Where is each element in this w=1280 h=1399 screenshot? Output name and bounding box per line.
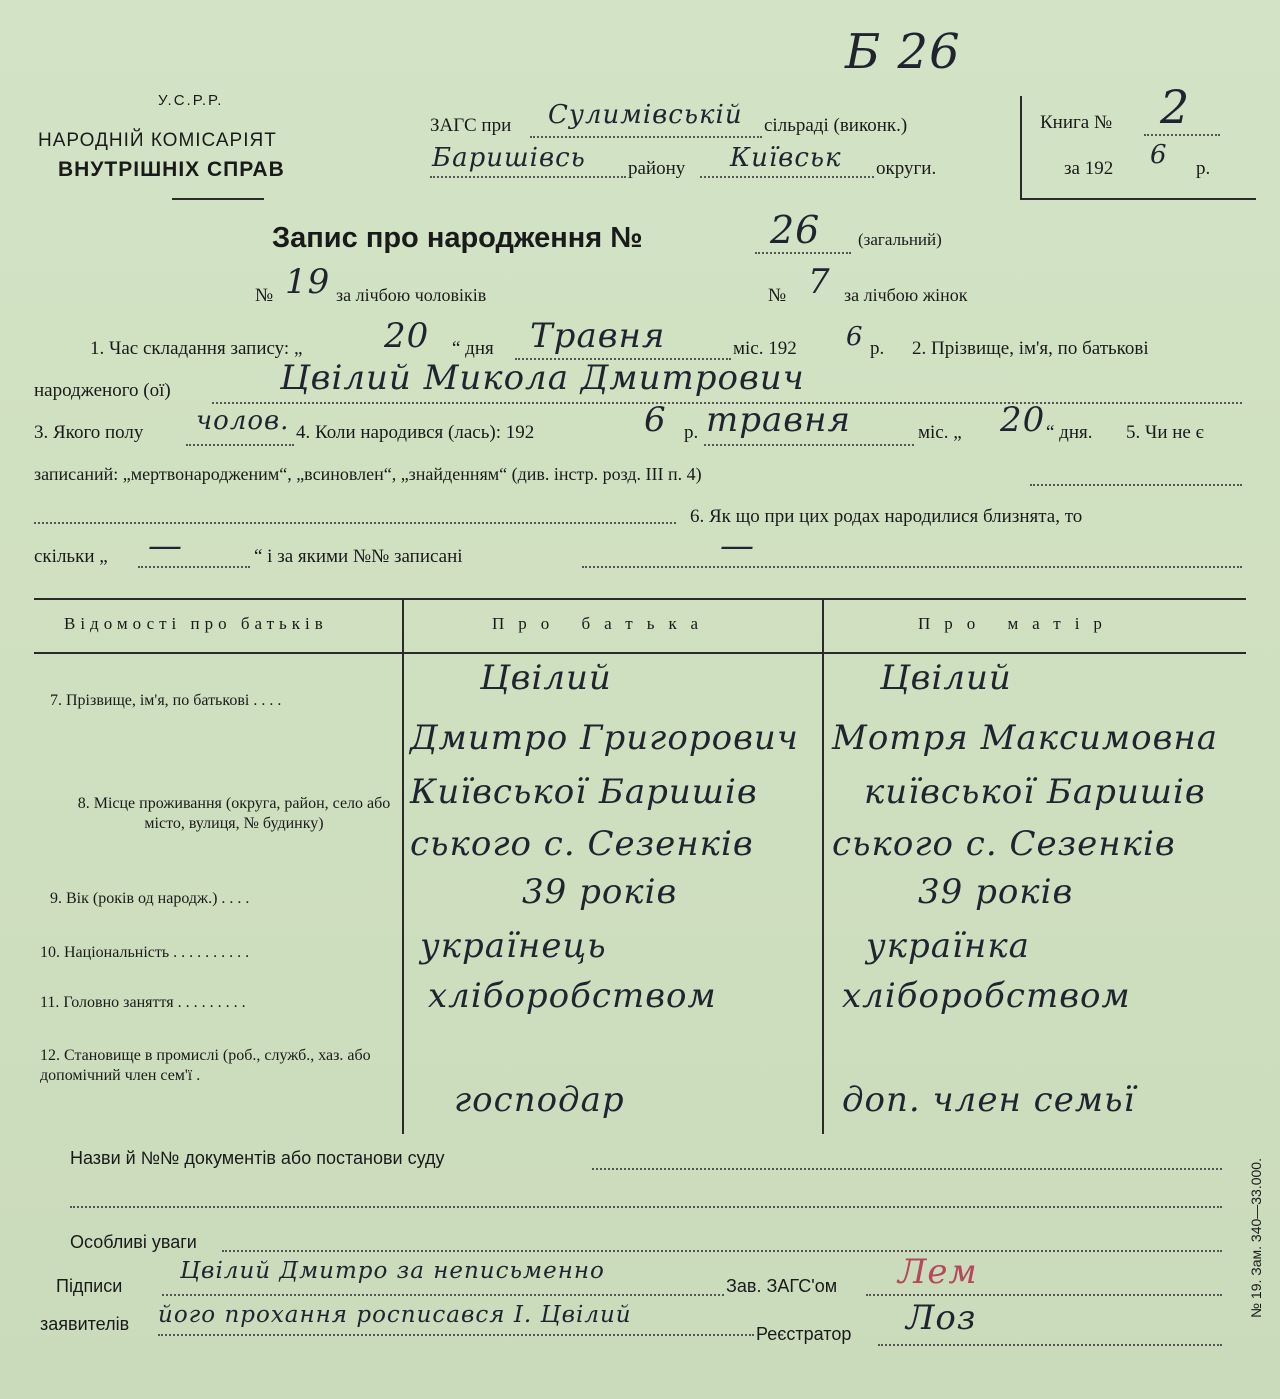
field1-year: 6 xyxy=(846,322,864,352)
row8-mother-1: київської Баришів xyxy=(864,772,1206,812)
field5-line2: записаний: „мертвонародженим“, „всиновлен“, „знайденням“ (див. інстр. розд. III п. 4) xyxy=(34,464,702,484)
twins-numbers: — xyxy=(720,526,755,566)
district-label: району xyxy=(628,158,686,179)
row10-mother: українка xyxy=(866,926,1030,966)
field1-month: Травня xyxy=(530,316,666,356)
row11-father: хліборобством xyxy=(428,976,717,1016)
field1-day-suffix: “ дня xyxy=(452,338,494,359)
applicants-label: заявителів xyxy=(40,1314,130,1334)
twins-count: — xyxy=(148,526,183,566)
documents-line xyxy=(592,1168,1222,1170)
record-number-line xyxy=(755,252,851,254)
applicant-line-2 xyxy=(158,1334,754,1336)
table-col-divider-2 xyxy=(822,600,824,1134)
male-label: за лічбою чоловіків xyxy=(336,285,487,305)
book-box-left xyxy=(1020,96,1022,200)
book-label: Книга № xyxy=(1040,112,1113,133)
newborn-name: Цвілий Микола Дмитрович xyxy=(280,358,805,398)
row7-father-1: Цвілий xyxy=(480,658,612,698)
row11-mother: хліборобством xyxy=(842,976,1131,1016)
notes-label: Особливі уваги xyxy=(70,1232,197,1252)
field6-line2-a: скільки „ xyxy=(34,546,108,567)
applicant-line-1 xyxy=(162,1294,724,1296)
row8-label: 8. Місце проживання (округа, район, село або місто, вулиця, № будинку) xyxy=(77,795,391,832)
registrar-line xyxy=(878,1344,1222,1346)
record-number-note: (загальний) xyxy=(858,230,942,249)
male-prefix: № xyxy=(255,285,274,306)
twins-numbers-line xyxy=(582,566,1242,568)
field1-day: 20 xyxy=(384,316,430,356)
ussr-label: У.С.Р.Р. xyxy=(158,92,224,109)
zags-village: Сулимівській xyxy=(548,100,743,130)
table-header-rule xyxy=(34,652,1246,654)
row12-mother: доп. член семьї xyxy=(842,1080,1136,1120)
field4-month-line xyxy=(704,444,914,446)
field2-label: 2. Прізвище, ім'я, по батькові xyxy=(912,338,1149,359)
registrar-label: Реєстратор xyxy=(756,1324,852,1344)
documents-label: Назви й №№ документів або постанови суду xyxy=(70,1148,445,1168)
book-number-line xyxy=(1144,134,1220,136)
field4-day-suffix: “ дня. xyxy=(1046,422,1093,443)
col-header-father: Про батька xyxy=(492,614,713,633)
row9-label: 9. Вік (років од народж.) . . . . xyxy=(50,890,250,907)
okruha-label: округи. xyxy=(876,158,937,179)
record-title: Запис про народження № xyxy=(272,222,643,254)
applicant-signature-1: Цвілий Дмитро за неписьменно xyxy=(180,1258,605,1284)
field3-line xyxy=(186,444,294,446)
book-number: 2 xyxy=(1160,80,1191,134)
head-signature: Лем xyxy=(898,1252,978,1292)
row10-father: українець xyxy=(420,926,607,966)
female-label: за лічбою жінок xyxy=(844,285,968,305)
col-header-parents: Відомості про батьків xyxy=(64,614,328,633)
field1-month-suffix: міс. 192 xyxy=(733,338,797,359)
field4-label: 4. Коли народився (лась): 192 xyxy=(296,422,535,443)
documents-line-2 xyxy=(70,1206,1222,1208)
field5-line xyxy=(1030,484,1242,486)
head-label: Зав. ЗАГС'ом xyxy=(726,1276,838,1296)
commissariat-line1: НАРОДНІЙ КОМІСАРІЯТ xyxy=(38,130,277,151)
field6-line2-b: “ і за якими №№ записані xyxy=(254,546,463,567)
district-line xyxy=(430,176,626,178)
row10-label: 10. Національність . . . . . . . . . . xyxy=(40,944,250,961)
okruha-line xyxy=(700,176,874,178)
zags-prefix: ЗАГС при xyxy=(430,115,512,136)
registrar-signature: Лоз xyxy=(906,1298,977,1338)
row12-father: господар xyxy=(454,1080,625,1120)
row8-mother-2: ського с. Сезенків xyxy=(832,824,1176,864)
archive-note: Б 26 xyxy=(845,24,961,80)
row7-father-2: Дмитро Григорович xyxy=(410,718,799,758)
field3-label: 3. Якого полу xyxy=(34,422,144,443)
book-year-digit: 6 xyxy=(1150,140,1168,170)
district-value: Баришівсь xyxy=(432,143,586,173)
row9-mother: 39 років xyxy=(918,872,1074,912)
year-prefix: за 192 xyxy=(1064,158,1114,179)
table-top-rule xyxy=(34,598,1246,600)
table-col-divider-1 xyxy=(402,600,404,1134)
field5-line-b xyxy=(34,522,676,524)
field4-year: 6 xyxy=(644,400,667,440)
margin-print: № 19. Зам. 340—33.000. xyxy=(1248,1158,1264,1318)
field4-day: 20 xyxy=(1000,400,1046,440)
record-number: 26 xyxy=(770,208,821,252)
row8-father-2: ського с. Сезенків xyxy=(410,824,754,864)
zags-village-line xyxy=(530,136,762,138)
female-number: 7 xyxy=(808,262,831,302)
row9-father: 39 років xyxy=(522,872,678,912)
field4-r: р. xyxy=(684,422,699,443)
field4-month-suffix: міс. „ xyxy=(918,422,962,443)
male-number: 19 xyxy=(285,262,331,302)
notes-line xyxy=(222,1250,1222,1252)
col-header-mother: Про матір xyxy=(918,614,1116,633)
commissariat-line2: ВНУТРІШНІХ СПРАВ xyxy=(58,158,285,181)
female-prefix: № xyxy=(768,285,787,306)
field5-label: 5. Чи не є xyxy=(1126,422,1204,443)
head-line xyxy=(866,1294,1222,1296)
row7-label: 7. Прізвище, ім'я, по батькові . . . . xyxy=(50,692,282,709)
row12-label: 12. Становище в промислі (роб., служб., хаз. або допомічний член сем'ї . xyxy=(40,1047,371,1084)
signatures-label: Підписи xyxy=(56,1276,123,1296)
row11-label: 11. Головно заняття . . . . . . . . . xyxy=(40,994,246,1011)
okruha-value: Київськ xyxy=(730,143,842,173)
year-suffix: р. xyxy=(1196,158,1211,179)
row8-father-1: Київської Баришів xyxy=(410,772,758,812)
field1-label: 1. Час складання запису: „ xyxy=(90,338,303,359)
row7-mother-1: Цвілий xyxy=(880,658,1012,698)
applicant-signature-2: його прохання росписався І. Цвілий xyxy=(158,1302,632,1328)
twins-count-line xyxy=(138,566,250,568)
field3-value: чолов. xyxy=(196,406,290,436)
field6-label: 6. Як що при цих родах народилися близнята, то xyxy=(690,506,1083,527)
zags-suffix: сільраді (виконк.) xyxy=(764,115,908,136)
row7-mother-2: Мотря Максимовна xyxy=(832,718,1219,758)
header-rule xyxy=(172,198,264,200)
field1-year-suffix: р. xyxy=(870,338,885,359)
field2-label-line2: народженого (ої) xyxy=(34,380,171,401)
book-box-bottom xyxy=(1020,198,1256,200)
field4-month: травня xyxy=(706,400,851,440)
